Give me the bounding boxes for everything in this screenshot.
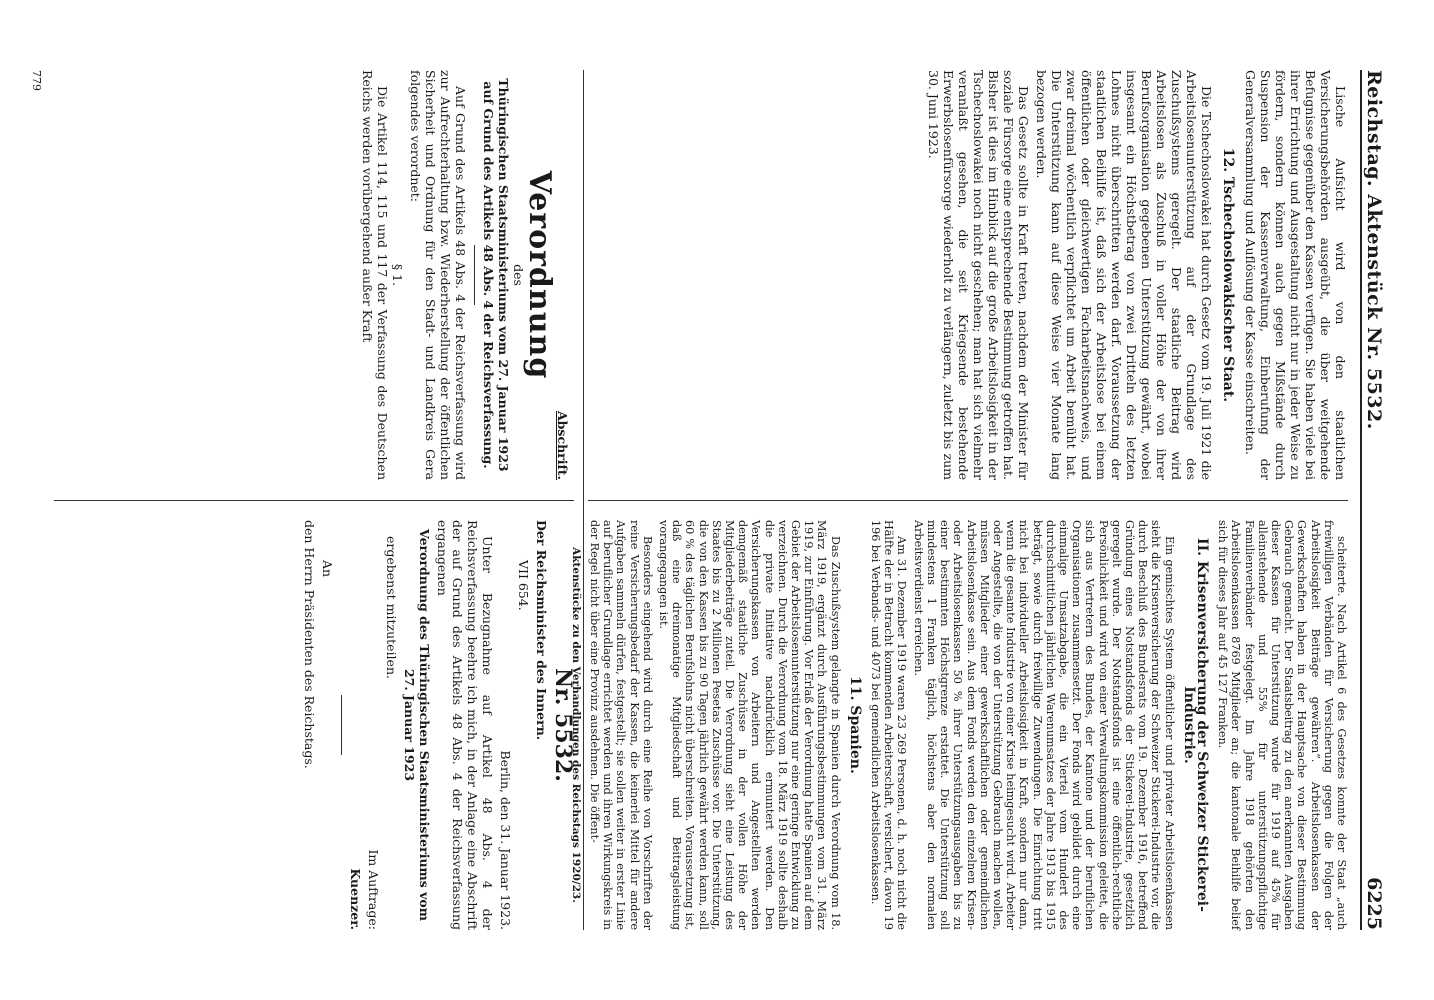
section-heading: II. Krisenversicherung der Schweizer Stickerei-Industrie. [1180, 538, 1210, 912]
column-divider [54, 500, 574, 501]
section-heading: 11. Spanien. [846, 676, 863, 774]
paragraph: Besonders eingehend wird durch eine Reihe von Vorschriften der reine Versicherungsbedarf der Kassen, die keinerlei Mittel für andere Aufgaben sammeln dürfen, festgestellt; sie sollen weiter in erster Linie auf beruflicher Grundlage errichtet werden und ihren Wirkungskreis in der Regel nicht über eine Provinz ausdehnen. Die öffent- [588, 520, 654, 930]
paragraph: Die Tschechoslowakei hat durch Gesetz vom 19. Juli 1921 die Arbeitslosenunterstützung auf der Grundlage des Zuschußsystems geregelt. Der staatliche Beitrag wird Arbeitslosen als Zuschuß in voller Höhe der von ihrer Berufsorganisation gegebenen Unterstützung gewährt, wobei insgesamt ein Höchstbetrag von zwei Dritteln des letzten Lohnes nicht überschritten werden darf. Voraussetzung der staatlichen Beihilfe ist, daß sich der Arbeitslose bei einem öffentlichen oder gleichwertigen Facharbeitsnachweis, und zwar dreimal wöchentlich verpflichtet um Arbeit bemüht hat. Die Unterstützung kann auf diese Weise vier Monate lang bezogen werden. [1034, 70, 1214, 480]
column-divider [588, 500, 1348, 501]
addressee: den Herrn Präsidenten des Reichstags. [302, 520, 317, 769]
running-title: Reichstag. Aktenstück Nr. 5532. [1363, 70, 1385, 430]
paragraph: Am 31. Dezember 1919 waren 23 269 Personen, d. h. noch nicht die Hälfte der in Betracht kommenden Arbeiterschaft, versichert, davon 19 196 bei Verbands- und 4073 bei gemeindlichen Arbeitslosenkassen. [869, 520, 909, 930]
reference: VII 654. [516, 560, 531, 611]
copy-mark: Abschrift. [555, 410, 570, 480]
paragraph: Die Artikel 114, 115 und 117 der Verfassung des Deutschen Reichs werden vorübergehend außer Kraft [360, 70, 390, 480]
paragraph: Das Zuschußsystem gelangte in Spanien durch Verordnung vom 18. März 1919, ergänzt durch Ausführungsbestimmungen vom 31. März 1919, zur Einführung. Vor Erlaß der Verordnung hatte Spanien auf dem Gebiet der Arbeitslosenunterstützung nur eine geringe Entwicklung zu verzeichnen. Durch die Verordnung vom 18. März 1919 sollte deshalb die private Initiative nachdrücklich ermuntert werden. Den Versicherungskassen von Arbeitern und Angestellten werden demgemäß staatliche Zuschüsse in der vollen Höhe der Mitgliederbeiträge zuteil. Die Verordnung sieht eine Leistung des Staates bis zu 2 Millionen Pesetas Zuschüsse vor. Die Unterstützung, die von den Kassen bis zu 90 Tagen jährlich gewährt werden kann, soll 60 % des täglichen Berufslohns nicht überschreiten. Voraussetzung ist, daß eine dreimonatige Mitgliedschaft und Beitragsleistung vorangegangen ist. [657, 520, 842, 930]
decree-des: des [511, 264, 526, 286]
paragraph: ergebenst mitzuteilen. [384, 536, 399, 679]
paragraph: Ein gemischtes System öffentlicher und privater Arbeitslosenkassen sieht die Krisenversicherung der Schweizer Stickerei-Industrie vor, die durch Beschluß des Bundesrats vom 19. Dezember 1916, betreffend Gründung eines Notstandsfonds der Stickerei-Industrie, gesetzlich geregelt wurde. Der Notstandsfonds ist eine öffentlich-rechtliche Persönlichkeit und wird von einer Verwaltungskommission geleitet, die sich aus Vertretern des Bundes, der Kantone und der beruflichen Organisationen zusammensetzt. Der Fonds wird gebildet durch eine einmalige Umsatzabgabe, die ein Viertel vom Hundert des durchschnittlichen jährlichen Warenumsatzes der Jahre 1913 bis 1915 beträgt, sowie durch freiwillige Zuwendungen. Die Einrichtung tritt nicht bei individueller Arbeitslosigkeit in Kraft, sondern nur dann, wenn die gesamte Industrie von einer Krise heimgesucht wird. Arbeiter oder Angestellte, die von der Unterstützung Gebrauch machen wollen, müssen Mitglieder einer gewerkschaftlichen oder gemeindlichen Arbeitslosenkasse sein. Aus dem Fonds werden den einzelnen Krisen- oder Arbeitslosenkassen 50 % ihrer Unterstützungsausgaben bis zu einer bestimmten Höchstgrenze erstattet. Die Unterstützung soll mindestens 1 Franken täglich, höchstens aber den normalen Arbeitsverdienst erreichen. [911, 520, 1176, 930]
column-right [569, 520, 1348, 930]
short-rule [341, 695, 342, 755]
horizontal-divider [583, 70, 584, 930]
section-heading: 12. Tschechoslowakischer Staat. [1220, 147, 1236, 403]
page-footnote: Aktenstücke zu den Verhandlungen des Reichstags 1920/23. [569, 547, 582, 903]
page-number: 6225 [1363, 877, 1385, 930]
date-line: Berlin, den 31. Januar 1923. [498, 750, 513, 930]
authority-line: Im Auftrage: [366, 849, 381, 930]
sender: Der Reichsminister des Innern. [534, 520, 549, 741]
paragraph: Lische Aufsicht wird von den staatlichen Versicherungsbehörden ausgeübt, die über weitgehende Befugnisse gegenüber den Kassen verfügen. Sie haben viele bei ihrer Errichtung und Ausgestaltung nicht nur in jeder Weise zu fördern, sondern können auch gegen Mißstände durch Suspension der Kassenverwaltung, Einberufung der Generalversammlung und Auflösung der Kasse einschreiten. [1243, 70, 1348, 480]
paragraph: Auf Grund des Artikels 48 Abs. 4 der Reichsverfassung wird zur Aufrechterhaltung bzw. Wiederherstellung der öffentlichen Sicherheit und Ordnung für den Stadt- und Landkreis Gera folgendes verordnet: [408, 70, 468, 480]
paragraph-symbol: § 1. [390, 263, 405, 287]
decree-column [357, 70, 574, 480]
footer-page-number: 779 [30, 70, 43, 91]
decree-subtitle: Thüringischen Staatsministeriums vom 27. Januar 1923 auf Grund des Artikels 48 Abs. 4 der Reichsverfassung. [481, 78, 511, 472]
paragraph: Das Gesetz sollte in Kraft treten, nachdem der Minister für soziale Fürsorge eine entsprechende Bestimmung getroffen hat. Bisher ist dies im Hinblick auf die große Arbeitslosigkeit in der Tschechoslowakei noch nicht geschehen; man hat sich vielmehr veranlaßt gesehen, die seit Kriegsende bestehende Erwerbslosenfürsorge wiederholt zu verlängern, zuletzt bis zum 30. Juni 1923. [926, 70, 1031, 480]
page-header [1360, 70, 1394, 930]
column-left [923, 70, 1348, 480]
addressee-an: An [320, 560, 335, 578]
paragraph: Unter Bezugnahme auf Artikel 48 Abs. 4 der Reichsverfassung beehre ich mich, in der Anlage eine Abschrift der auf Grund des Artikels 48 Abs. 4 der Reichsverfassung ergangenen [435, 520, 495, 930]
decree-title: Verordnung [522, 170, 557, 380]
document-number: Nr. 5532. [550, 668, 576, 782]
signature-name: Kuenzer. [348, 868, 363, 930]
decree-reference: Verordnung des Thüringischen Staatsministeriums vom 27. Januar 1923 [402, 529, 432, 921]
paragraph: scheiterte. Nach Artikel 6 des Gesetzes konnte der Staat „auch freiwilligen Verbänden für Versicherung gegen die Folgen der Arbeitslosigkeit Beiträge gewähren“. Arbeitslosenkassen der Gewerkschaften haben in der Hauptsache von dieser Bestimmung Gebrauch gemacht. Der Staatsbeitrag zu den anerkannten Ausgaben dieser Kassen für Unterstützung wurde für 1919 auf 45% für alleinstehende und 55% für unterstützungspflichtige Familienverbänder festgelegt. Im Jahre 1918 gehörten den Arbeitslosenkassen 8769 Mitglieder an; die kantonale Beihilfe belief sich für dieses Jahr auf 45 127 Franken. [1216, 520, 1348, 930]
short-rule [474, 245, 475, 305]
letter-column [299, 520, 574, 930]
